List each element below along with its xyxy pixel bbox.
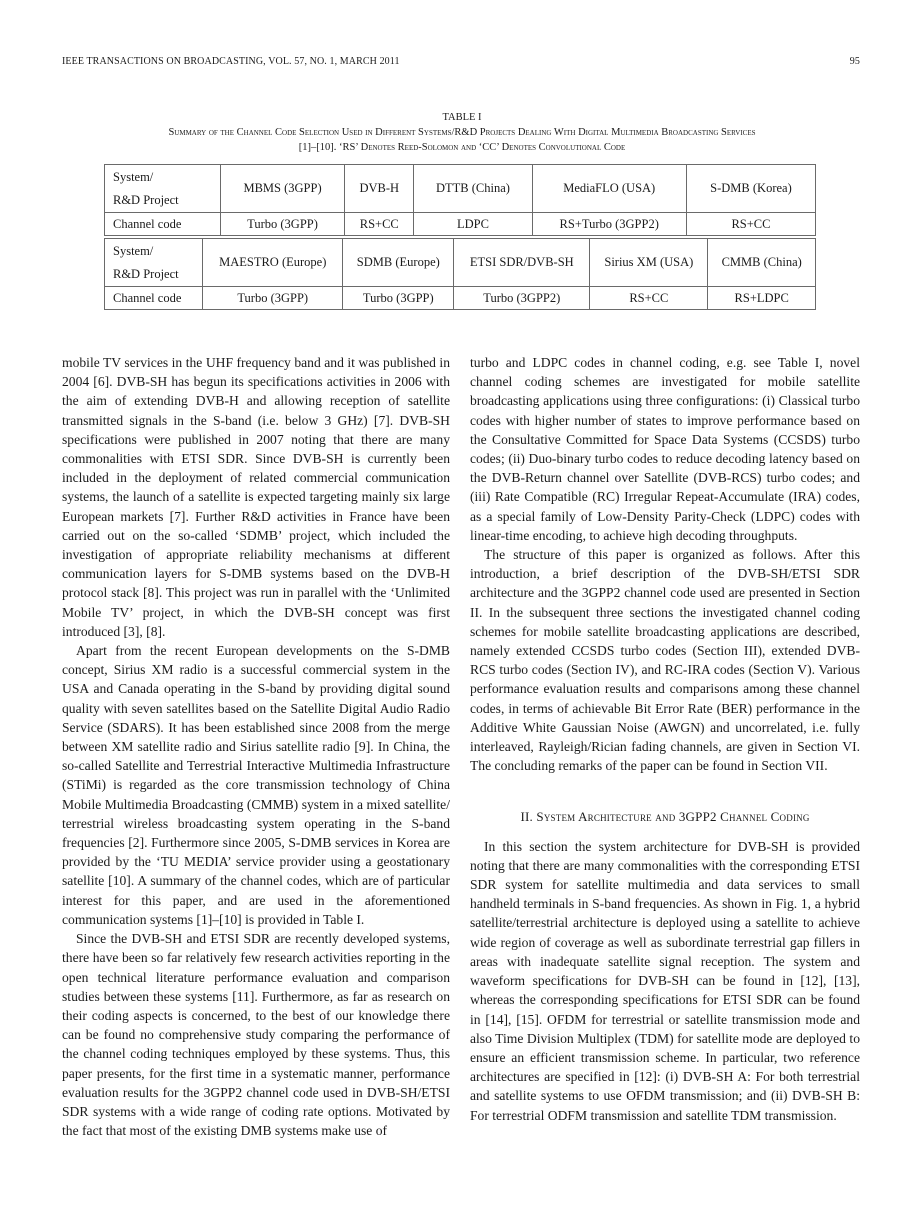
paragraph: turbo and LDPC codes in channel coding, e.g. see Table I, novel channel coding schemes are investigated for mobile satellite broadcasting applications using three configurations: (i) Classical turbo codes with higher number of states to improve performance based on the Consultative Committed for Space Data Systems (CCSDS) turbo codes; (ii) Duo-binary turbo codes to reduce decoding latency based on the DVB-Return channel over Satellite (DVB-RCS) turbo codes; and (iii) Rate Compatible (RC) Irregular Repeat-Accumulate (IRA) codes, as a special family of Low-Density Parity-Check (LDPC) codes with linear-time encoding, to achieve high decoding throughputs. [470, 355, 860, 543]
table-caption [62, 110, 862, 155]
section-number: II. [520, 809, 533, 825]
system-cell: CMMB (China) [708, 239, 816, 287]
code-cell: RS+Turbo (3GPP2) [532, 213, 686, 236]
channel-code-label: Channel code [105, 287, 203, 310]
code-cell: RS+CC [590, 287, 708, 310]
left-column [62, 353, 450, 1140]
paragraph: mobile TV services in the UHF frequency band and it was published in 2004 [6]. DVB-SH has begun its specifications activities in 2006 with the aim of extending DVB-H and allowing reception of satellite transmitted signals in the S-band (i.e. below 3 GHz) [7]. DVB-SH specifications were published in 2007 noting that there are many commonalities with ETSI SDR. Since DVB-SH is currently been included in the deployment of related commercial communication systems, the launch of a satellite is expected targeting mainly six large European markets [7]. Further R&D activities in France have been carried out on the so-called ‘SDMB’ project, which included the investigation of appropriate reliability mechanisms at different communication layers for S-DMB systems based on the DVB-H protocol stack [8]. This project was run in parallel with the ‘Unlimited Mobile TV’ project, in which the DVB-SH concept was first introduced [3], [8]. [62, 355, 450, 639]
code-cell: Turbo (3GPP) [220, 213, 344, 236]
system-cell: DVB-H [345, 165, 414, 213]
code-cell: Turbo (3GPP) [343, 287, 454, 310]
table-code-row [105, 213, 816, 236]
system-cell: MBMS (3GPP) [220, 165, 344, 213]
project-label: R&D Project [113, 192, 179, 207]
system-cell: S-DMB (Korea) [686, 165, 815, 213]
journal-title: IEEE TRANSACTIONS ON BROADCASTING, VOL. 57, NO. 1, MARCH 2011 [62, 56, 400, 67]
paragraph: Apart from the recent European developments on the S-DMB concept, Sirius XM radio is a successful commercial system in the USA and Canada operating in the S-band by providing digital sound quality with seven satellites based on the Satellite Digital Audio Radio Service (SDARS). It has been established since 2008 from the merge between XM satellite radio and Sirius satellite radio [9]. In China, the so-called Satellite and Terrestrial Interactive Multimedia Infrastructure (STiMi) is regarded as the core transmission technology of China Mobile Multimedia Broadcasting (CMMB) system in a mixed satellite/ terrestrial wireless broadcasting system operating in the S-band frequencies [2]. Furthermore since 2005, S-DMB services in Korea are provided by the ‘TU MEDIA’ service provider using a geostationary satellite [10]. A summary of the channel codes, which are of particular interest for this paper, and are used in the aforementioned communication systems [1]–[10] is provided in Table I. [62, 643, 450, 927]
code-cell: RS+CC [686, 213, 815, 236]
channel-code-table-top [104, 164, 816, 236]
channel-code-label: Channel code [105, 213, 221, 236]
system-cell: SDMB (Europe) [343, 239, 454, 287]
code-cell: LDPC [414, 213, 532, 236]
table-code-row [105, 287, 816, 310]
system-header-cell [105, 239, 203, 287]
system-header-cell [105, 165, 221, 213]
right-column [470, 353, 860, 1125]
code-cell: Turbo (3GPP) [203, 287, 343, 310]
paragraph: The structure of this paper is organized as follows. After this introduction, a brief description of the DVB-SH/ETSI SDR architecture and the 3GPP2 channel code used are presented in Section II. In the subsequent three sections the investigated channel coding schemes for mobile satellite broadcasting applications are described, namely extended CCSDS turbo codes (Section III), extended DVB-RCS turbo codes (Section IV), and RC-IRA codes (Section V). Various performance evaluation results and comparisons among these channel codes, in terms of achievable Bit Error Rate (BER) performance in the Additive White Gaussian Noise (AWGN) and uncorrelated, i.e. fully interleaved, Rayleigh/Rician fading channels, are given in Section VI. The concluding remarks of the paper can be found in Section VII. [470, 547, 860, 774]
project-label: R&D Project [113, 266, 179, 281]
code-cell: RS+LDPC [708, 287, 816, 310]
table-caption-line-2: [1]–[10]. ‘RS’ Denotes Reed-Solomon and ‘CC’ Denotes Convolutional Code [298, 142, 626, 153]
table-label: TABLE I [442, 112, 482, 123]
system-cell: MAESTRO (Europe) [203, 239, 343, 287]
running-header [62, 56, 860, 67]
system-cell: MediaFLO (USA) [532, 165, 686, 213]
paragraph: Since the DVB-SH and ETSI SDR are recently developed systems, there have been so far relatively few research activities reporting in the open technical literature performance evaluation and comparison studies between these systems [11]. Furthermore, as far as research on their coding aspects is concerned, to the best of our knowledge there can be found no comprehensive study comparing the performance of the channel coding techniques employed by these systems. Thus, this paper presents, for the first time in a systematic manner, performance evaluation results for the 3GPP2 channel code used in DVB-SH/ETSI SDR systems with a wide range of coding rate options. Motivated by the fact that most of the existing DMB systems make use of [62, 931, 450, 1139]
section-title: System Architecture and 3GPP2 Channel Coding [536, 809, 810, 825]
table-caption-line-1: Summary of the Channel Code Selection Used in Different Systems/R&D Projects Dealing With Digital Multimedia Broadcasting Services [168, 127, 756, 138]
paragraph: In this section the system architecture for DVB-SH is provided noting that there are many commonalities with the corresponding ETSI SDR system for satellite multimedia and data services to small handheld terminals in S-band frequencies. As shown in Fig. 1, a hybrid satellite/terrestrial architecture is deployed using a satellite to achieve wide region of coverage as well as subordinate terrestrial gap fillers in areas with inadequate satellite signal reception. The system and waveform specifications for DVB-SH can be found in [12], [13], whereas the corresponding specifications for ETSI SDR can be found in [14], [15]. OFDM for terrestrial or satellite transmission mode and also Time Division Multiplex (TDM) for satellite mode are deployed to ensure an efficient transmission scheme. In particular, two reference architectures are specified in [12]: (i) DVB-SH A: For both terrestrial and satellite systems to use OFDM transmission; and (ii) DVB-SH B: For terrestrial ODFM transmission and satellite TDM transmission. [470, 838, 860, 1123]
table-header-row [105, 239, 816, 287]
channel-code-table-bottom [104, 238, 816, 310]
system-label: System/ [113, 169, 154, 184]
system-cell: ETSI SDR/DVB-SH [454, 239, 590, 287]
section-heading [470, 807, 860, 826]
system-label: System/ [113, 243, 154, 258]
system-cell: DTTB (China) [414, 165, 532, 213]
page-number: 95 [849, 56, 860, 67]
code-cell: RS+CC [345, 213, 414, 236]
code-cell: Turbo (3GPP2) [454, 287, 590, 310]
table-header-row [105, 165, 816, 213]
system-cell: Sirius XM (USA) [590, 239, 708, 287]
